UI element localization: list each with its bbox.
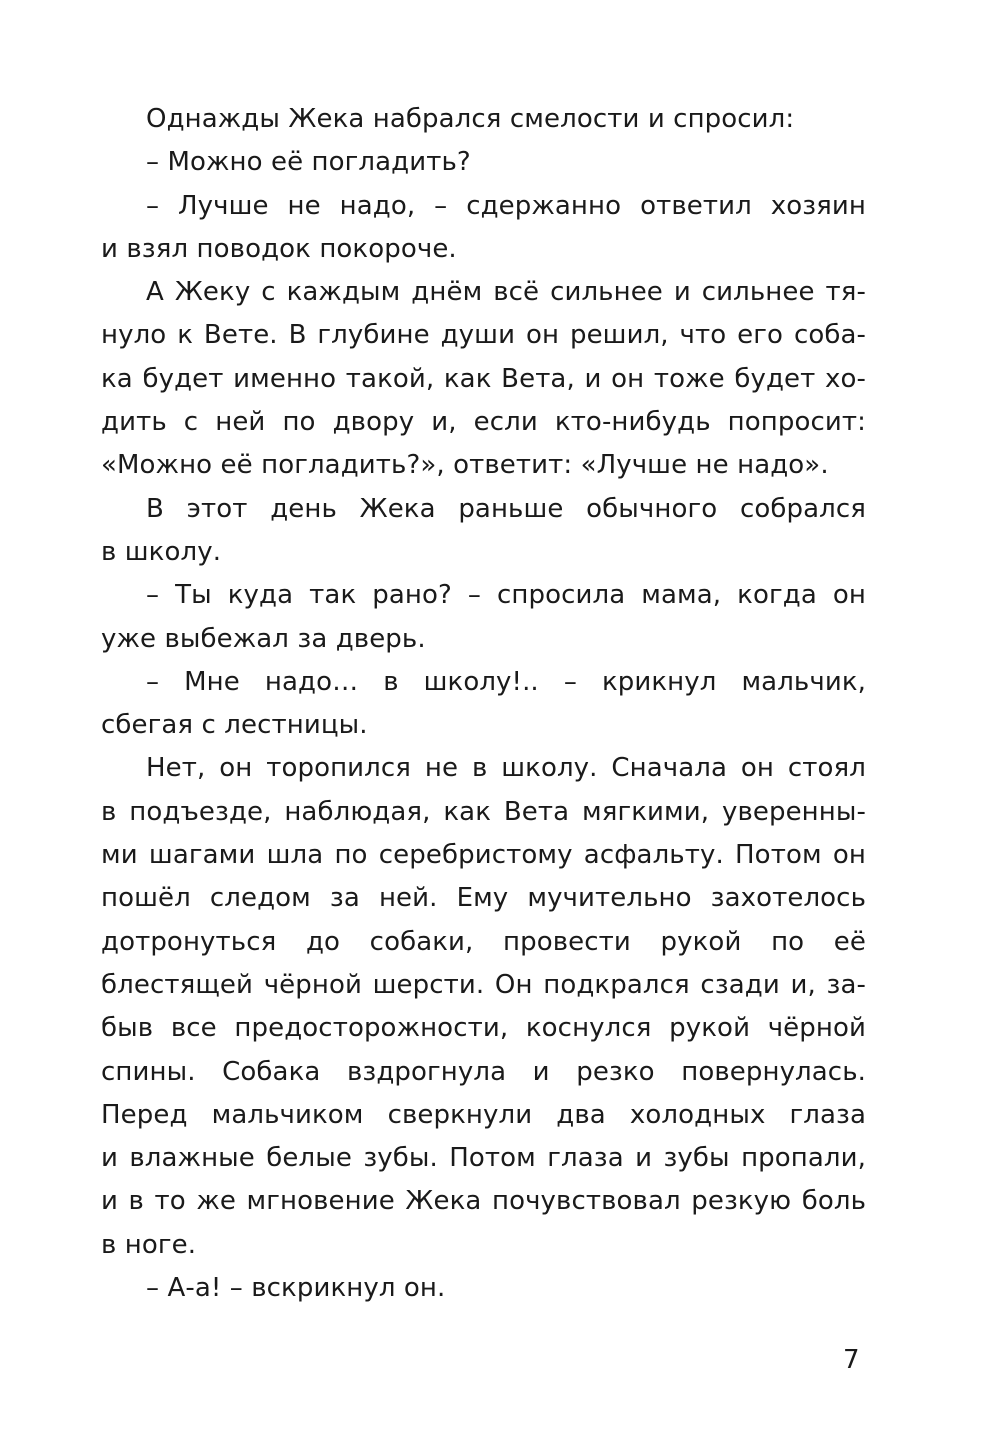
text-line: быв все предосторожности, коснулся рукой чёрной	[101, 1013, 866, 1044]
text-line: дотронуться до собаки, провести рукой по её	[101, 926, 866, 957]
text-line: блестящей чёрной шерсти. Он подкрался сзади и, за-	[101, 969, 866, 1000]
text-line: – А-а! – вскрикнул он.	[146, 1273, 446, 1304]
text-line: Перед мальчиком сверкнули два холодных глаза	[101, 1099, 866, 1130]
text-line: спины. Собака вздрогнула и резко повернулась.	[101, 1056, 866, 1087]
text-line: и взял поводок покороче.	[101, 233, 457, 264]
text-line: ми шагами шла по серебристому асфальту. Потом он	[101, 840, 866, 871]
text-line: дить с ней по двору и, если кто-нибудь попросит:	[101, 407, 866, 438]
body-text	[101, 98, 866, 1310]
text-line: ка будет именно такой, как Вета, и он тоже будет хо-	[101, 363, 866, 394]
text-line: сбегая с лестницы.	[101, 710, 368, 741]
text-line: в подъезде, наблюдая, как Вета мягкими, уверенны-	[101, 796, 866, 827]
text-line: пошёл следом за ней. Ему мучительно захотелось	[101, 883, 866, 914]
text-line: в ноге.	[101, 1229, 197, 1260]
text-line: – Лучше не надо, – сдержанно ответил хозяин	[146, 190, 866, 221]
text-line: Нет, он торопился не в школу. Сначала он стоял	[146, 753, 866, 784]
text-line: – Ты куда так рано? – спросила мама, когда он	[146, 580, 866, 611]
text-line: – Мне надо… в школу!.. – крикнул мальчик,	[146, 666, 866, 697]
text-line: и влажные белые зубы. Потом глаза и зубы пропали,	[101, 1143, 866, 1174]
text-line: нуло к Вете. В глубине души он решил, что его соба-	[101, 320, 866, 351]
text-line: и в то же мгновение Жека почувствовал резкую боль	[101, 1186, 866, 1217]
text-line: В этот день Жека раньше обычного собрался	[146, 493, 866, 524]
text-line: уже выбежал за дверь.	[101, 623, 426, 654]
page-number: 7	[843, 1345, 860, 1375]
text-line: «Можно её погладить?», ответит: «Лучше не надо».	[101, 450, 829, 481]
text-line: – Можно её погладить?	[146, 147, 471, 178]
text-line: А Жеку с каждым днём всё сильнее и сильнее тя-	[146, 277, 866, 308]
text-line: в школу.	[101, 536, 222, 567]
text-line: Однажды Жека набрался смелости и спросил:	[146, 104, 795, 134]
